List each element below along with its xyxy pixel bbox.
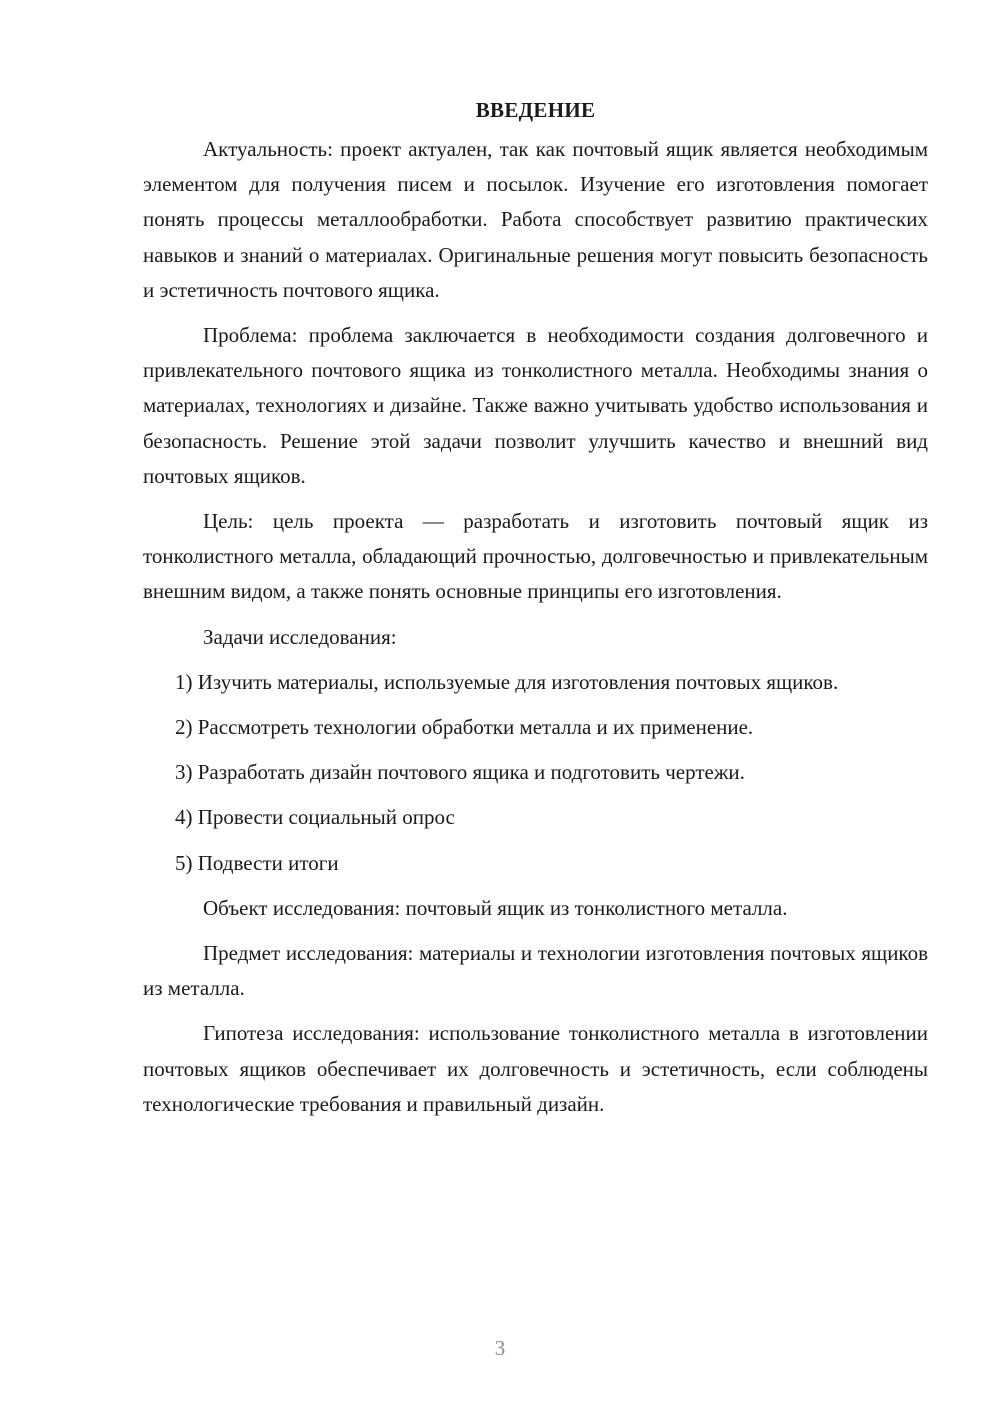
paragraph-hypothesis: Гипотеза исследования: использование тонколистного металла в изготовлении почтовых ящиков обеспечивает их долговечность и эстетичность, если соблюдены технологические требования и правильный дизайн. [143,1021,928,1116]
task-item-2: 2) Рассмотреть технологии обработки металла и их применение. [175,715,754,740]
task-item-1: 1) Изучить материалы, используемые для изготовления почтовых ящиков. [175,669,839,694]
paragraph-problem: Проблема: проблема заключается в необходимости создания долговечного и привлекательного почтового ящика из тонколистного металла. Необходимы знания о материалах, технологиях и дизайне. Также важно учитывать удобство использования и безопасность. Решение этой задачи позволит улучшить качество и внешний вид почтовых ящиков. [143,323,928,488]
tasks-heading: Задачи исследования: [203,624,397,649]
document-page [143,92,928,1132]
section-title: ВВЕДЕНИЕ [475,98,596,122]
task-item-4: 4) Провести социальный опрос [175,805,455,830]
task-item-3: 3) Разработать дизайн почтового ящика и подготовить чертежи. [175,760,745,785]
page-number: 3 [494,1336,506,1360]
paragraph-object: Объект исследования: почтовый ящик из тонколистного металла. [203,895,788,920]
paragraph-goal: Цель: цель проекта — разработать и изготовить почтовый ящик из тонколистного металла, обладающий прочностью, долговечностью и привлекательным внешним видом, а также понять основные принципы его изготовления. [143,509,928,604]
task-item-5: 5) Подвести итоги [175,850,339,875]
paragraph-subject: Предмет исследования: материалы и технологии изготовления почтовых ящиков из металла. [143,941,928,1001]
paragraph-relevance: Актуальность: проект актуален, так как почтовый ящик является необходимым элементом для получения писем и посылок. Изучение его изготовления помогает понять процессы металлообработки. Работа способствует развитию практических навыков и знаний о материалах. Оригинальные решения могут повысить безопасность и эстетичность почтового ящика. [143,137,928,302]
